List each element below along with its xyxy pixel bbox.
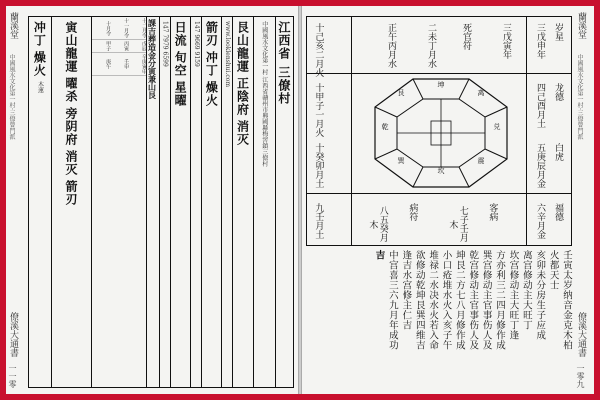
bottom-cell: 七子壬月木 xyxy=(447,206,468,242)
bagua-spoke xyxy=(459,79,469,99)
grid-line xyxy=(526,17,527,245)
auspicious-label: 吉 xyxy=(373,250,385,260)
book-title: 僚溪大通書 xyxy=(8,312,18,357)
commentary-line: 逢吉水宫修主仁吉 xyxy=(400,250,412,330)
table-column xyxy=(275,17,293,387)
grid-line xyxy=(351,17,352,245)
commentary-line: 巽宫修动主官事伤人及 xyxy=(480,250,492,350)
grid-line xyxy=(307,73,571,74)
publisher-name: 蘭溪堂 xyxy=(576,12,586,39)
column-heading: 曜杀 xyxy=(64,77,79,103)
website-url: www.looklenshui.com xyxy=(224,21,232,88)
right-cell: 四己酉月土 xyxy=(535,83,545,128)
commentary-text xyxy=(306,250,572,388)
column-heading: 箭刃 xyxy=(64,180,79,206)
trigram-label: 兑 xyxy=(493,123,502,130)
left-cell: 十甲子一月火 xyxy=(313,83,324,137)
top-cell: 三戊寅年 xyxy=(501,23,511,59)
commentary-line: 火都天士 xyxy=(547,250,559,290)
right-page xyxy=(302,6,594,394)
commentary-line: 欲修动乾坤艮巽四维吉 xyxy=(413,250,425,350)
right-cell: 五庚辰月金 xyxy=(535,143,545,188)
daily-cell: 十一月令 xyxy=(110,17,128,40)
bagua-spoke xyxy=(413,79,423,99)
phone-number: 147 9669 9159 xyxy=(192,21,200,67)
column-heading: 燥火 xyxy=(204,81,219,107)
trigram-label: 离 xyxy=(477,89,486,96)
trigram-label: 乾 xyxy=(381,123,390,130)
series-title: 中國風水文化第一村·三僚曾門派 xyxy=(8,54,15,140)
right-cell: 白虎 xyxy=(553,143,563,161)
bagua-chart xyxy=(306,16,572,246)
table-column xyxy=(221,17,232,387)
trigram-label: 坎 xyxy=(437,167,446,174)
column-heading: 寅山龍運 xyxy=(64,21,79,73)
daily-cell: 壬申 xyxy=(110,53,128,76)
top-cell: 三戊申年 xyxy=(535,23,545,59)
page-number: 一一零 xyxy=(8,364,17,388)
bottom-cell: 病符 xyxy=(407,203,418,221)
table-column xyxy=(146,17,159,387)
table-column xyxy=(253,17,275,387)
commentary-line: 堆禄二水决水火若入命 xyxy=(427,250,439,350)
commentary-line: 小口疮堆水火入亥子午 xyxy=(440,250,452,350)
table-column xyxy=(51,17,91,387)
column-note: 中國風水文化第一村 江西省贛州市興國縣梅窖鎮三僚村 xyxy=(260,21,268,167)
column-heading: 消灭 xyxy=(64,150,79,176)
daily-cell: 庚午 xyxy=(92,53,110,76)
column-heading: 旬空 xyxy=(173,51,188,77)
commentary-line: 中宫喜三六九月年成功 xyxy=(386,250,398,350)
table-column xyxy=(170,17,190,387)
commentary-line: 方亦利三二四月修作成 xyxy=(494,250,506,350)
daily-cell: 甲子 xyxy=(92,40,110,53)
phone-number: 147 7979 6599 xyxy=(161,21,169,67)
daily-cell: 戊辰 xyxy=(128,40,146,53)
commentary-line: 离宫修动主大旺丁 xyxy=(520,250,532,330)
grid-line xyxy=(307,193,571,194)
trigram-label: 艮 xyxy=(397,89,406,96)
column-heading: 冲丁 xyxy=(204,51,219,77)
column-heading: 星曜 xyxy=(173,81,188,107)
daily-cell: 辛庚寅申 xyxy=(128,53,146,76)
daily-grid-column xyxy=(91,17,146,387)
table-column xyxy=(201,17,221,387)
almanac-table xyxy=(28,16,294,388)
column-note: 木運 xyxy=(36,81,44,93)
trigram-label: 巽 xyxy=(397,157,406,164)
commentary-line: 壬寅太岁纳音金克木柏 xyxy=(561,250,572,350)
bottom-cell: 八五癸月木 xyxy=(367,206,388,242)
top-cell: 二未丁月水 xyxy=(426,23,436,68)
table-column xyxy=(159,17,170,387)
daily-grid xyxy=(92,17,146,76)
column-heading: 燥火 xyxy=(32,51,47,77)
right-cell: 龙德 xyxy=(553,83,563,101)
column-heading: 三僚村 xyxy=(276,66,291,105)
column-heading: 日流 xyxy=(173,21,188,47)
bagua-spoke xyxy=(459,167,469,187)
bagua-spoke xyxy=(485,107,507,117)
top-cell: 正午丙月水 xyxy=(386,23,396,68)
commentary-line: 坎宫修动主大旺丁逢 xyxy=(507,250,519,340)
trigram-label: 坤 xyxy=(437,81,446,88)
bagua-spoke xyxy=(413,167,423,187)
left-margin xyxy=(8,12,24,388)
publisher-name: 蘭溪堂 xyxy=(8,12,18,39)
right-margin xyxy=(576,12,592,388)
bagua-spoke xyxy=(375,149,397,159)
right-cell: 福德 xyxy=(553,203,563,221)
table-column xyxy=(190,17,201,387)
column-heading: 艮山龍運 xyxy=(235,21,250,73)
daily-cell: 十月令 xyxy=(92,17,110,40)
series-title: 中國風水文化第一村·三僚曾門派 xyxy=(576,54,583,140)
top-cell: 岁星 xyxy=(553,23,563,41)
column-heading: 江西省 xyxy=(276,21,291,60)
commentary-line: 乾宫修动主官事伤人及 xyxy=(467,250,479,350)
column-heading: 冲丁 xyxy=(32,21,47,47)
table-column xyxy=(232,17,252,387)
column-heading: 旁阴府 xyxy=(64,107,79,146)
trigram-label: 震 xyxy=(477,157,486,164)
daily-cell: 丙寅 xyxy=(110,40,128,53)
table-title: 課吉葬造金分寅兼山艮 xyxy=(147,19,158,99)
daily-cell: 十二月令 xyxy=(128,17,146,40)
top-cell: 死官符 xyxy=(461,23,471,50)
left-page xyxy=(6,6,298,394)
left-cell: 十己亥二月火 xyxy=(313,23,324,77)
left-cell: 九壬月土 xyxy=(313,203,324,239)
column-heading: 箭刃 xyxy=(204,21,219,47)
bagua-spoke xyxy=(485,149,507,159)
page-number: 一零九 xyxy=(576,364,585,388)
book-title: 僚溪大通書 xyxy=(576,312,586,357)
bagua-spoke xyxy=(375,107,397,117)
bottom-cell: 六辛月金 xyxy=(535,203,545,239)
bottom-cell: 客病 xyxy=(487,203,498,221)
commentary-line: 亥卯未分房生子应成 xyxy=(534,250,546,340)
commentary-line: 坤艮二方七八月修作成 xyxy=(453,250,465,350)
left-cell: 十癸卯月土 xyxy=(313,143,324,188)
column-heading: 消灭 xyxy=(235,120,250,146)
column-heading: 正陰府 xyxy=(235,77,250,116)
table-column xyxy=(29,17,51,387)
